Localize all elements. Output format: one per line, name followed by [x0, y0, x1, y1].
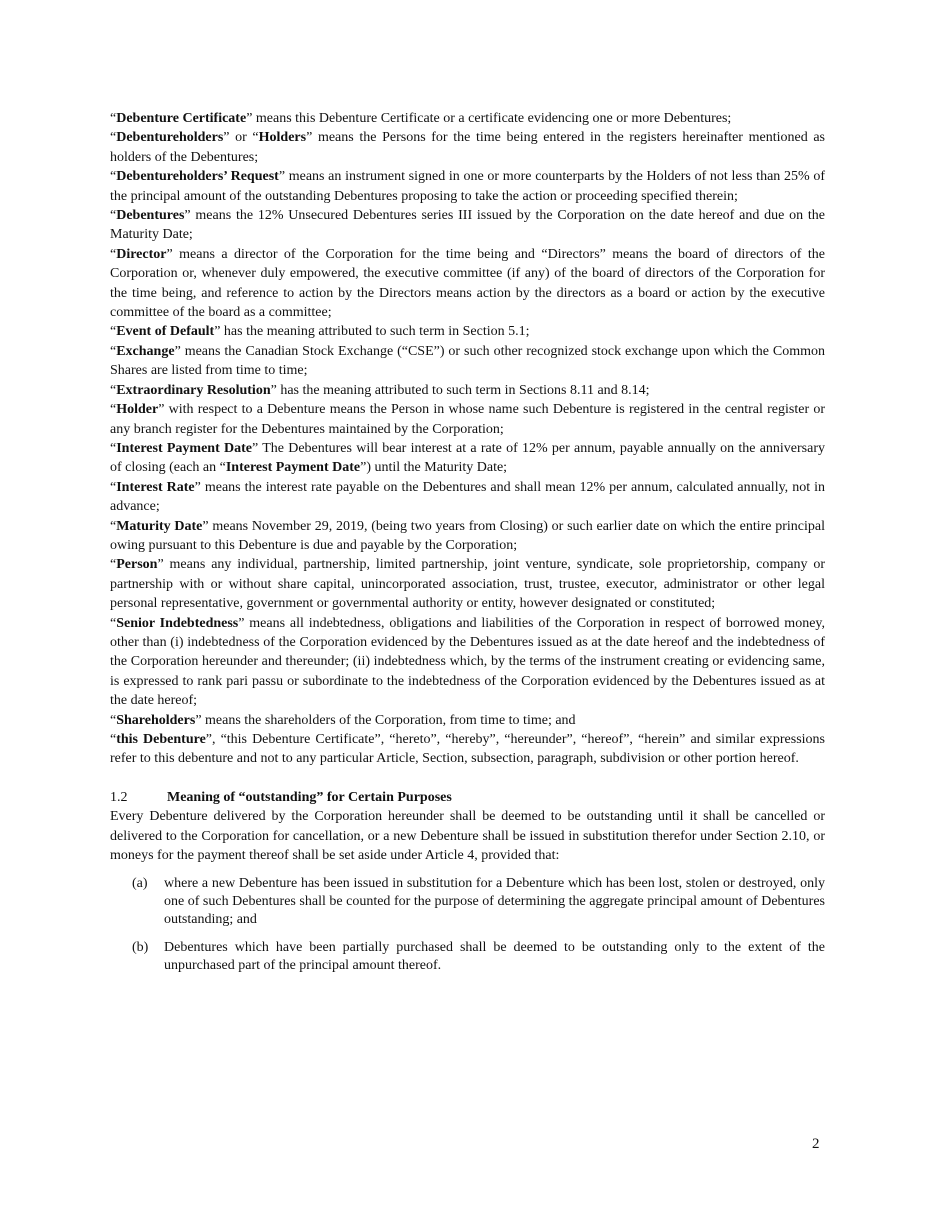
definition-person: “Person” means any individual, partnership, limited partnership, joint venture, syndicate, sole proprietorship, company or partnership with or without share capital, unincorporated association, trust, trustee, executor, administrator or other legal personal representative, government or governmental authority or entity, however designated or constituted;: [110, 557, 825, 612]
definition-maturity-date: “Maturity Date” means November 29, 2019, (being two years from Closing) or such earlier date on which the entire principal owing pursuant to this Debenture is due and payable by the Corporation;: [110, 518, 825, 553]
definition-this-debenture: “this Debenture”, “this Debenture Certificate”, “hereto”, “hereby”, “hereunder”, “hereof”, “herein” and similar expressions refer to this debenture and not to any particular Article, Section, subsection, paragraph, subdivision or other portion hereof.: [110, 732, 825, 767]
section-number: 1.2: [110, 789, 128, 805]
definition-interest-payment-date: “Interest Payment Date” The Debentures will bear interest at a rate of 12% per annum, payable annually on the anniversary of closing (each an “Interest Payment Date”) until the Maturity Date;: [110, 440, 825, 476]
list-item-label: (a): [132, 876, 148, 892]
section-body: Every Debenture delivered by the Corporation hereunder shall be deemed to be outstanding until it shall be cancelled or delivered to the Corporation for cancellation, or a new Debenture shall be issued in substitution therefor under Section 2.10, or moneys for the payment thereof shall be set aside under Article 4, provided that:: [110, 809, 825, 864]
definition-debentureholders-request: “Debentureholders’ Request” means an instrument signed in one or more counterparts by the Holders of not less than 25% of the principal amount of the outstanding Debentures proposing to take the action or proceeding specified therein;: [110, 169, 825, 204]
list-item: [110, 875, 825, 929]
definition-event-of-default: “Event of Default” has the meaning attributed to such term in Section 5.1;: [110, 324, 530, 340]
definition-debentureholders: “Debentureholders” or “Holders” means the Persons for the time being entered in the registers hereinafter mentioned as holders of the Debentures;: [110, 130, 825, 165]
definition-extraordinary-resolution: “Extraordinary Resolution” has the meaning attributed to such term in Sections 8.11 and 8.14;: [110, 382, 650, 398]
definition-interest-rate: “Interest Rate” means the interest rate payable on the Debentures and shall mean 12% per annum, calculated annually, not in advance;: [110, 479, 825, 515]
section-title: Meaning of “outstanding” for Certain Purposes: [167, 789, 452, 805]
definition-director: “Director” means a director of the Corporation for the time being and “Directors” means the board of directors of the Corporation or, whenever duly empowered, the executive committee (if any) of the board of directors of the Corporation for the time being, and reference to action by the Directors means action by the directors as a board or action by the executive committee of the board as a committee;: [110, 246, 825, 321]
page-number: 2: [812, 1136, 820, 1152]
list-item: [110, 939, 825, 975]
list-item-text: where a new Debenture has been issued in substitution for a Debenture which has been lost, stolen or destroyed, only one of such Debentures shall be counted for the purpose of determining the aggregate principal amount of Debentures outstanding; and: [164, 876, 825, 928]
definition-debentures: “Debentures” means the 12% Unsecured Debentures series III issued by the Corporation on the date hereof and due on the Maturity Date;: [110, 208, 825, 243]
definition-exchange: “Exchange” means the Canadian Stock Exchange (“CSE”) or such other recognized stock exchange upon which the Common Shares are listed from time to time;: [110, 343, 825, 379]
section-heading: [110, 788, 825, 807]
definition-debenture-certificate: “Debenture Certificate” means this Debenture Certificate or a certificate evidencing one or more Debentures;: [110, 111, 732, 126]
list-item-label: (b): [132, 940, 149, 956]
list-item-text: Debentures which have been partially purchased shall be deemed to be outstanding only to the extent of the unpurchased part of the principal amount thereof.: [164, 940, 825, 974]
definition-shareholders: “Shareholders” means the shareholders of the Corporation, from time to time; and: [110, 712, 576, 728]
definition-senior-indebtedness: “Senior Indebtedness” means all indebtedness, obligations and liabilities of the Corporation in respect of borrowed money, other than (i) indebtedness of the Corporation evidenced by the Debentures issued as at the date hereof and the indebtedness of the Corporation hereunder and thereunder; (ii) indebtedness which, by the terms of the instrument creating or evidencing same, is expressed to rank pari passu or subordinate to the indebtedness of the Corporation evidenced by the Debentures issued as at the date hereof;: [110, 615, 825, 709]
document-content: [110, 109, 825, 975]
definition-holder: “Holder” with respect to a Debenture means the Person in whose name such Debenture is registered in the central register or any branch register for the Debentures maintained by the Corporation;: [110, 402, 825, 437]
